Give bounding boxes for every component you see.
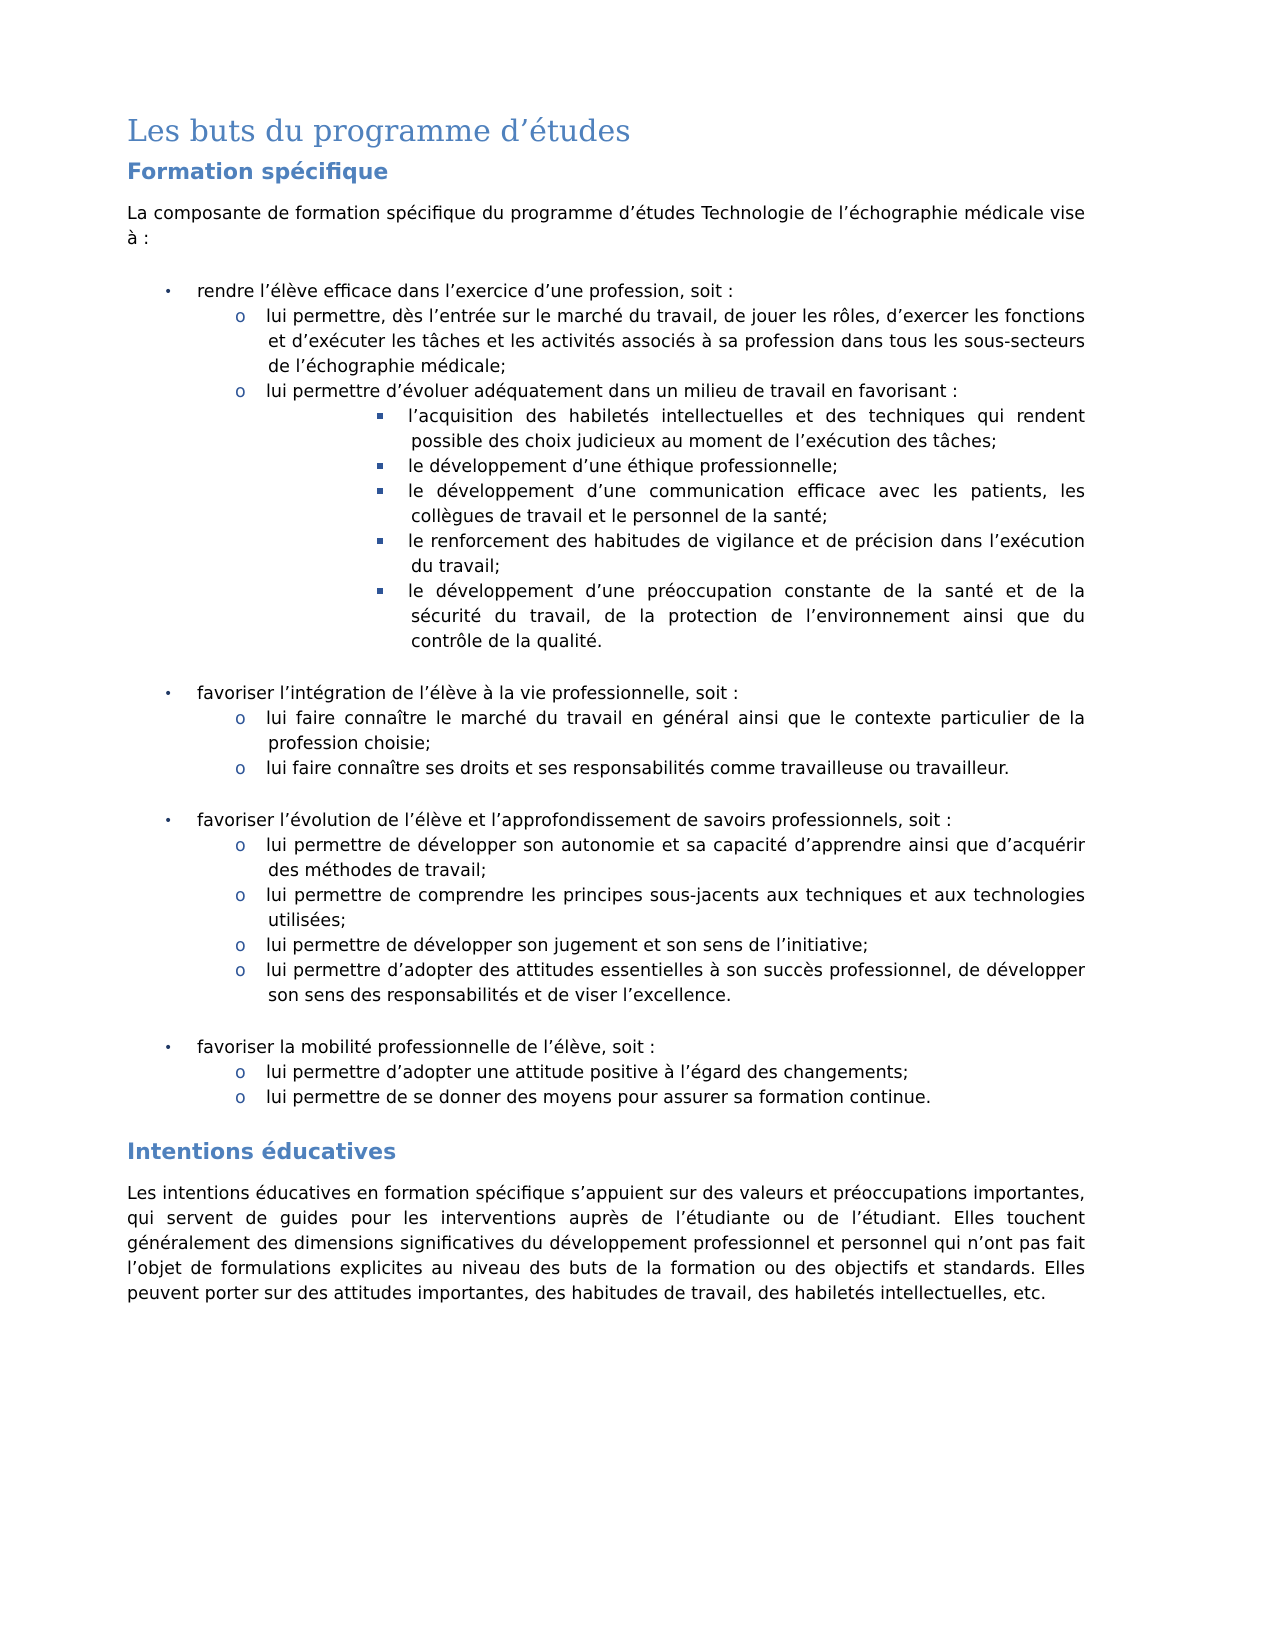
subsubitem [197, 530, 1085, 580]
bullet-square-icon [377, 463, 383, 469]
goal-item [127, 809, 1085, 1009]
subitem [197, 1086, 1085, 1111]
subitem [197, 707, 1085, 757]
bullet-dot-icon: • [164, 686, 173, 702]
bullet-circle-icon: o [235, 1063, 246, 1083]
subitem [197, 380, 1085, 655]
subsubitem-text: le développement d’une préoccupation constante de la santé et de la sécurité du travail, de la protection de l’environnement ainsi que du contrôle de la qualité. [408, 582, 1085, 652]
subsubitem-text: le développement d’une communication efficace avec les patients, les collègues de travail et le personnel de la santé; [408, 482, 1085, 527]
subitem-text: lui permettre d’adopter une attitude positive à l’égard des changements; [266, 1063, 909, 1083]
goal-item [127, 682, 1085, 782]
bullet-square-icon [377, 588, 383, 594]
bullet-circle-icon: o [235, 836, 246, 856]
subitem-text: lui permettre de comprendre les principes sous-jacents aux techniques et aux technologies utilisées; [266, 886, 1085, 931]
bullet-circle-icon: o [235, 886, 246, 906]
bullet-square-icon [377, 488, 383, 494]
intentions-paragraph: Les intentions éducatives en formation spécifique s’appuient sur des valeurs et préoccupations importantes, qui servent de guides pour les interventions auprès de l’étudiante ou de l’étudiant. Elles touchent généralement des dimensions significatives du développement professionnel et personnel qui n’ont pas fait l’objet de formulations explicites au niveau des buts de la formation ou des objectifs et standards. Elles peuvent porter sur des attitudes importantes, des habitudes de travail, des habiletés intellectuelles, etc. [127, 1184, 1085, 1304]
subitem [197, 884, 1085, 934]
goal-subitems [127, 707, 1085, 782]
subitem-text: lui permettre de développer son jugement et son sens de l’initiative; [266, 936, 869, 956]
subitem-text: lui faire connaître ses droits et ses responsabilités comme travailleuse ou travailleur. [266, 759, 1010, 779]
bullet-circle-icon: o [235, 961, 246, 981]
subitem [197, 959, 1085, 1009]
goal-text: favoriser l’intégration de l’élève à la vie professionnelle, soit : [197, 684, 739, 704]
bullet-dot-icon: • [164, 813, 173, 829]
subitem [197, 1061, 1085, 1086]
bullet-dot-icon: • [164, 284, 173, 300]
subsubitem-text: l’acquisition des habiletés intellectuelles et des techniques qui rendent possible des choix judicieux au moment de l’exécution des tâches; [408, 407, 1085, 452]
goal-text: favoriser l’évolution de l’élève et l’approfondissement de savoirs professionnels, soit : [197, 811, 952, 831]
section-heading-formation-specifique: Formation spécifique [127, 160, 389, 185]
subitem-text: lui permettre d’évoluer adéquatement dans un milieu de travail en favorisant : [266, 382, 958, 402]
goal-subitems [127, 305, 1085, 655]
bullet-circle-icon: o [235, 759, 246, 779]
subitem-text: lui permettre de développer son autonomie et sa capacité d’apprendre ainsi que d’acquérir des méthodes de travail; [266, 836, 1085, 881]
goal-item [127, 280, 1085, 655]
subitem [197, 834, 1085, 884]
goals-list [127, 280, 1085, 1111]
subitem [197, 757, 1085, 782]
goal-item [127, 1036, 1085, 1111]
goal-text: rendre l’élève efficace dans l’exercice d’une profession, soit : [197, 282, 734, 302]
bullet-circle-icon: o [235, 709, 246, 729]
subsubitem [197, 480, 1085, 530]
subsubitem [197, 405, 1085, 455]
subsubitem [197, 455, 1085, 480]
subitem-text: lui faire connaître le marché du travail en général ainsi que le contexte particulier de la profession choisie; [266, 709, 1085, 754]
subsubitems [197, 405, 1085, 655]
subsubitem-text: le renforcement des habitudes de vigilance et de précision dans l’exécution du travail; [408, 532, 1085, 577]
page-title: Les buts du programme d’études [127, 114, 631, 149]
intro-paragraph: La composante de formation spécifique du programme d’études Technologie de l’échographie médicale vise à : [127, 204, 1085, 249]
bullet-circle-icon: o [235, 382, 246, 402]
goal-subitems [127, 1061, 1085, 1111]
document-page [127, 112, 1085, 1307]
bullet-circle-icon: o [235, 1088, 246, 1108]
bullet-dot-icon: • [164, 1040, 173, 1056]
subsubitem-text: le développement d’une éthique professionnelle; [408, 457, 839, 477]
goal-text: favoriser la mobilité professionnelle de l’élève, soit : [197, 1038, 656, 1058]
subitem [197, 934, 1085, 959]
bullet-square-icon [377, 413, 383, 419]
goal-subitems [127, 834, 1085, 1009]
section-heading-intentions: Intentions éducatives [127, 1140, 397, 1165]
bullet-circle-icon: o [235, 936, 246, 956]
subitem-text: lui permettre de se donner des moyens pour assurer sa formation continue. [266, 1088, 932, 1108]
subitem-text: lui permettre d’adopter des attitudes essentielles à son succès professionnel, de développer son sens des responsabilités et de viser l’excellence. [266, 961, 1085, 1006]
bullet-circle-icon: o [235, 307, 246, 327]
subsubitem [197, 580, 1085, 655]
subitem [197, 305, 1085, 380]
subitem-text: lui permettre, dès l’entrée sur le marché du travail, de jouer les rôles, d’exercer les fonctions et d’exécuter les tâches et les activités associés à sa profession dans tous les sous-secteurs de l’échographie médicale; [266, 307, 1085, 377]
bullet-square-icon [377, 538, 383, 544]
